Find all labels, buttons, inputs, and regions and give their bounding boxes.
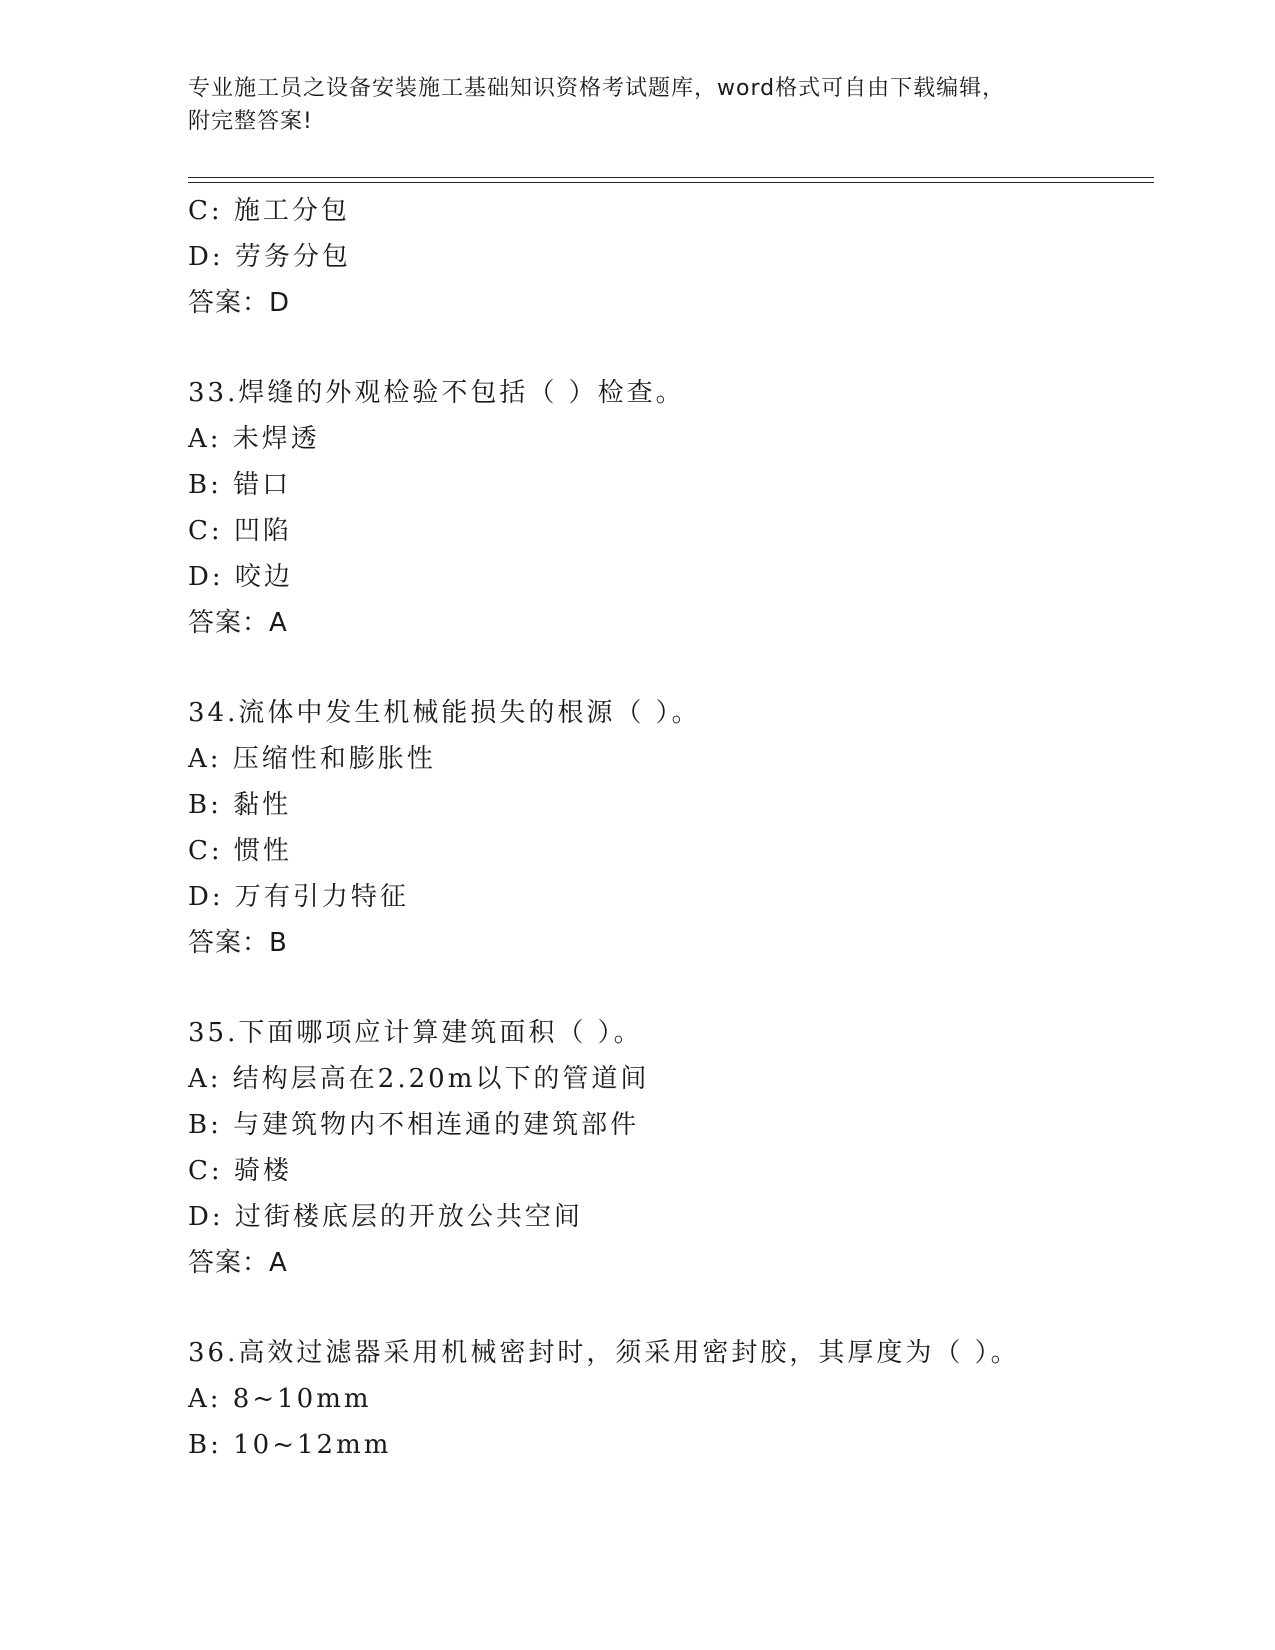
spacer [188,646,1154,690]
answer-line: 答案：A [188,1248,288,1278]
question-stem: 33.焊缝的外观检验不包括（ ）检查。 [188,378,685,408]
question-list [188,188,1154,1468]
question-stem: 36.高效过滤器采用机械密封时，须采用密封胶，其厚度为（ ）。 [188,1338,1020,1368]
question-stem: 35.下面哪项应计算建筑面积（ ）。 [188,1018,643,1048]
option-d: D: 万有引力特征 [188,882,409,912]
option-a: A: 结构层高在2.20m以下的管道间 [188,1064,650,1094]
option-a: A: 压缩性和膨胀性 [188,744,436,774]
option-d: D: 咬边 [188,562,293,592]
option-c: C: 凹陷 [188,516,292,546]
question-36 [188,1330,1154,1468]
spacer [188,1286,1154,1330]
option-c: C: 施工分包 [188,196,350,226]
option-c: C: 惯性 [188,836,292,866]
option-d: D: 劳务分包 [188,242,351,272]
option-b: B: 10~12mm [188,1430,392,1460]
spacer [188,966,1154,1010]
option-c: C: 骑楼 [188,1156,292,1186]
header-rule-top [188,177,1154,178]
option-b: B: 与建筑物内不相连通的建筑部件 [188,1110,640,1140]
answer-line: 答案：A [188,608,288,638]
header-rule-bottom [188,182,1154,183]
option-b: B: 错口 [188,470,292,500]
question-35 [188,1010,1154,1286]
option-d: D: 过街楼底层的开放公共空间 [188,1202,583,1232]
option-a: A: 8~10mm [188,1384,372,1414]
header-line-2: 附完整答案! [188,109,313,134]
option-b: B: 黏性 [188,790,292,820]
question-33 [188,370,1154,646]
option-a: A: 未焊透 [188,424,320,454]
question-32-partial [188,188,1154,326]
question-stem: 34.流体中发生机械能损失的根源（ ）。 [188,698,701,728]
answer-line: 答案：B [188,928,288,958]
page-header [188,72,1088,138]
header-line-1: 专业施工员之设备安装施工基础知识资格考试题库，word格式可自由下载编辑， [188,76,1006,101]
spacer [188,326,1154,370]
question-34 [188,690,1154,966]
answer-line: 答案：D [188,288,291,318]
